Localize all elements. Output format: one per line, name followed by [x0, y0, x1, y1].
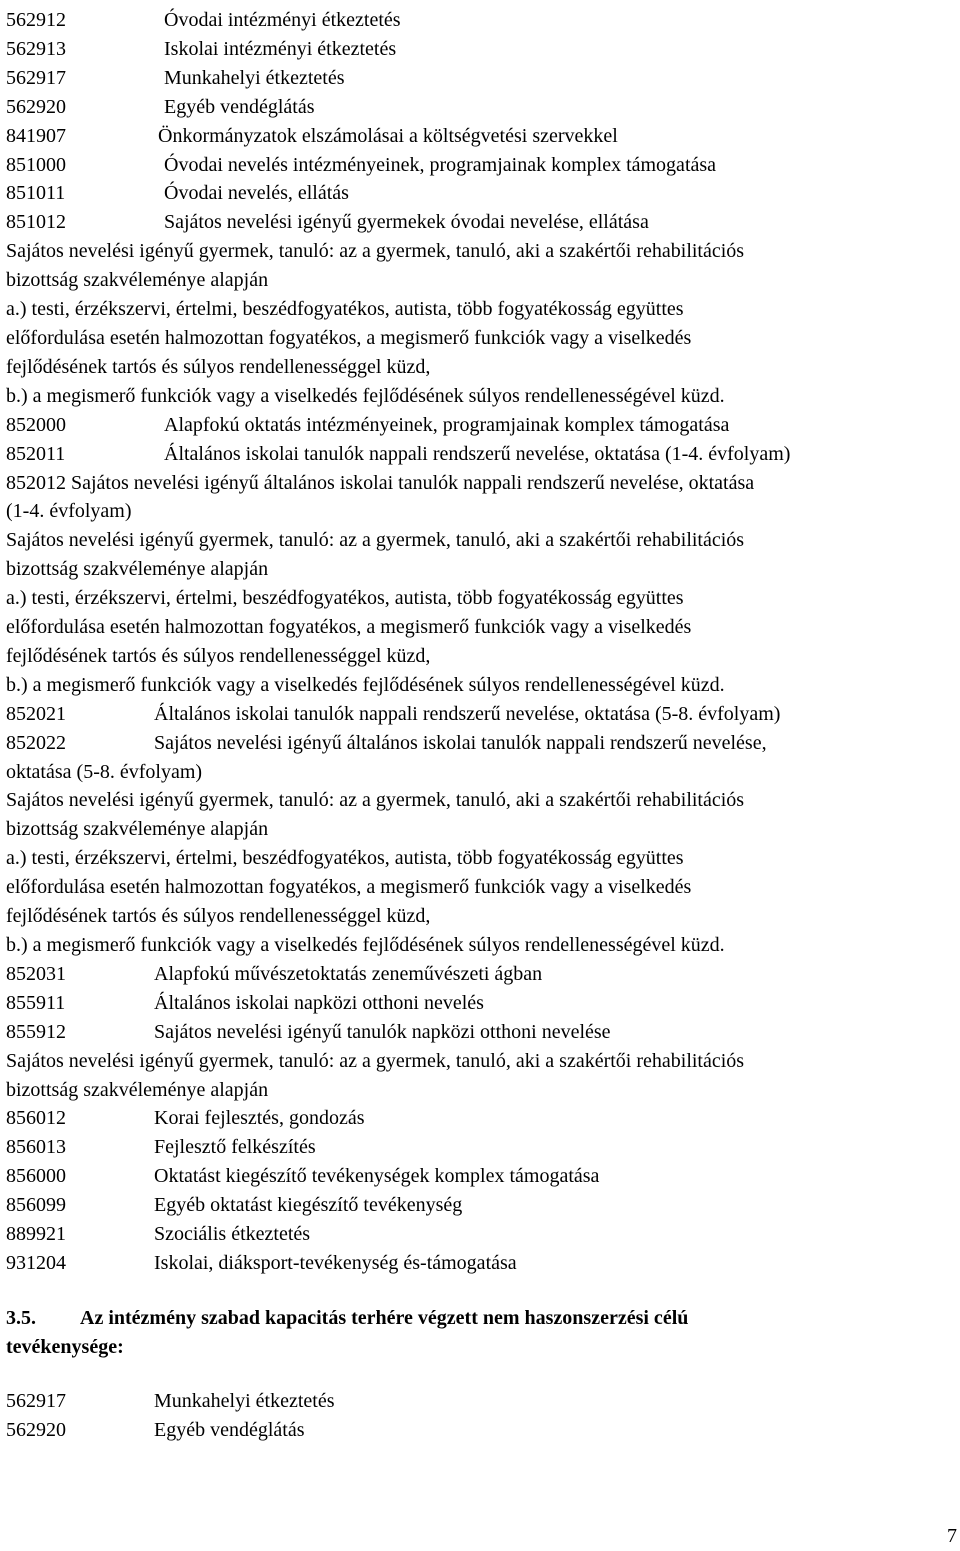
activity-description: Munkahelyi étkeztetés [154, 1389, 335, 1412]
list-item [6, 1162, 946, 1191]
clause-b: b.) a megismerő funkciók vagy a viselkedés fejlődésének súlyos rendellenességével küzd. [6, 384, 725, 407]
activity-code: 851000 [6, 153, 66, 176]
activity-code: 852022 [6, 731, 66, 754]
activity-description: Általános iskolai napközi otthoni nevelés [154, 991, 484, 1014]
activity-description: Alapfokú oktatás intézményeinek, programjainak komplex támogatása [164, 413, 730, 436]
activity-description: Sajátos nevelési igényű általános iskolai tanulók nappali rendszerű nevelése, [154, 731, 767, 754]
list-item [6, 93, 946, 122]
section-title-line-2: tevékenysége: [6, 1335, 124, 1358]
section-title: Az intézmény szabad kapacitás terhére végzett nem haszonszerzési célú [80, 1306, 689, 1329]
list-item [6, 411, 946, 440]
clause-a-line-3: fejlődésének tartós és súlyos rendellenességgel küzd, [6, 644, 431, 667]
activity-code: 852011 [6, 442, 66, 465]
spacer [6, 1362, 946, 1387]
list-item [6, 1416, 946, 1445]
activity-code: 931204 [6, 1251, 66, 1274]
activity-description: Fejlesztő felkészítés [154, 1136, 316, 1159]
clause-a-line-3: fejlődésének tartós és súlyos rendellenességgel küzd, [6, 905, 431, 928]
sni-definition-line-2: bizottság szakvéleménye alapján [6, 818, 269, 841]
activity-description: Alapfokú művészetoktatás zeneművészeti ágban [154, 962, 543, 985]
list-item [6, 151, 946, 180]
sni-definition-line-1: Sajátos nevelési igényű gyermek, tanuló: az a gyermek, tanuló, aki a szakértői rehabilitációs [6, 789, 745, 812]
clause-a-line-1: a.) testi, érzékszervi, értelmi, beszédfogyatékos, autista, több fogyatékosság együttes [6, 587, 684, 610]
activity-code: 852021 [6, 702, 66, 725]
activity-code: 851011 [6, 182, 66, 205]
activity-list-5 [6, 1104, 946, 1277]
activity-description: Egyéb vendéglátás [154, 1418, 305, 1441]
section-heading [6, 1304, 946, 1362]
sni-definition-line-2: bizottság szakvéleménye alapján [6, 558, 269, 581]
activity-code: 562912 [6, 9, 66, 31]
activity-list-6 [6, 1387, 946, 1445]
activity-description: Iskolai, diáksport-tevékenység és-támogatása [154, 1251, 517, 1274]
sni-definition-line-2: bizottság szakvéleménye alapján [6, 1078, 269, 1101]
sni-definition-line-1: Sajátos nevelési igényű gyermek, tanuló: az a gyermek, tanuló, aki a szakértői rehabilitációs [6, 240, 745, 263]
activity-code: 852031 [6, 962, 66, 985]
activity-description: Sajátos nevelési igényű tanulók napközi otthoni nevelése [154, 1020, 611, 1043]
activity-description: Egyéb oktatást kiegészítő tevékenység [154, 1194, 463, 1217]
list-item [6, 1104, 946, 1133]
clause-a-line-1: a.) testi, érzékszervi, értelmi, beszédfogyatékos, autista, több fogyatékosság együttes [6, 847, 684, 870]
activity-description: Önkormányzatok elszámolásai a költségvetési szervekkel [158, 124, 618, 147]
activity-description: Egyéb vendéglátás [164, 95, 315, 118]
activity-code: 856012 [6, 1107, 66, 1130]
activity-code: 852000 [6, 413, 66, 436]
list-item [6, 1018, 946, 1047]
section-number: 3.5. [6, 1306, 36, 1329]
activity-code: 855911 [6, 991, 66, 1014]
activity-description: Oktatást kiegészítő tevékenységek komplex támogatása [154, 1165, 600, 1188]
list-item [6, 64, 946, 93]
activity-code: 856013 [6, 1136, 66, 1159]
clause-a-line-2: előfordulása esetén halmozottan fogyatékos, a megismerő funkciók vagy a viselkedés [6, 876, 692, 899]
activity-code: 889921 [6, 1223, 66, 1246]
list-item [6, 122, 946, 151]
list-item [6, 1387, 946, 1416]
activity-code: 856099 [6, 1194, 66, 1217]
list-item [6, 35, 946, 64]
activity-description: Óvodai nevelés intézményeinek, programjainak komplex támogatása [164, 153, 717, 176]
activity-code: 562917 [6, 1389, 66, 1412]
activity-description: Óvodai intézményi étkeztetés [164, 9, 401, 31]
clause-a-line-1: a.) testi, érzékszervi, értelmi, beszédfogyatékos, autista, több fogyatékosság együttes [6, 298, 684, 321]
list-item [6, 700, 946, 729]
list-item [6, 1133, 946, 1162]
clause-a-line-2: előfordulása esetén halmozottan fogyatékos, a megismerő funkciók vagy a viselkedés [6, 326, 692, 349]
activity-description: Munkahelyi étkeztetés [164, 66, 345, 89]
activity-code: 851012 [6, 211, 66, 234]
activity-description: Általános iskolai tanulók nappali rendszerű nevelése, oktatása (5-8. évfolyam) [154, 702, 781, 725]
entry-852012-line-1: 852012 Sajátos nevelési igényű általános iskolai tanulók nappali rendszerű nevelése, oktatása [6, 471, 755, 494]
list-item [6, 989, 946, 1018]
activity-code: 562917 [6, 66, 66, 89]
activity-code: 562920 [6, 1418, 66, 1441]
list-item [6, 1220, 946, 1249]
list-item [6, 1249, 946, 1278]
clause-b: b.) a megismerő funkciók vagy a viselkedés fejlődésének súlyos rendellenességével küzd. [6, 934, 725, 956]
document-page [6, 6, 946, 1445]
sni-definition-line-1: Sajátos nevelési igényű gyermek, tanuló: az a gyermek, tanuló, aki a szakértői rehabilitációs [6, 529, 745, 552]
entry-852022-line-2: oktatása (5-8. évfolyam) [6, 760, 203, 783]
activity-description: Korai fejlesztés, gondozás [154, 1107, 365, 1130]
clause-b: b.) a megismerő funkciók vagy a viselkedés fejlődésének súlyos rendellenességével küzd. [6, 673, 725, 696]
list-item [6, 208, 946, 237]
list-item [6, 1191, 946, 1220]
activity-code: 855912 [6, 1020, 66, 1043]
list-item [6, 179, 946, 208]
list-item [6, 6, 946, 35]
activity-code: 562913 [6, 37, 66, 60]
activity-code: 856000 [6, 1165, 66, 1188]
list-item [6, 960, 946, 989]
clause-a-line-2: előfordulása esetén halmozottan fogyatékos, a megismerő funkciók vagy a viselkedés [6, 616, 692, 639]
clause-a-line-3: fejlődésének tartós és súlyos rendellenességgel küzd, [6, 355, 431, 378]
activity-list-1 [6, 6, 946, 237]
activity-code: 841907 [6, 124, 66, 147]
list-item [6, 729, 946, 758]
activity-description: Óvodai nevelés, ellátás [164, 182, 349, 205]
sni-definition-line-1: Sajátos nevelési igényű gyermek, tanuló: az a gyermek, tanuló, aki a szakértői rehabilitációs [6, 1049, 745, 1072]
activity-list-4 [6, 960, 946, 1047]
list-item [6, 440, 946, 469]
sni-definition-line-2: bizottság szakvéleménye alapján [6, 269, 269, 292]
entry-852012-line-2: (1-4. évfolyam) [6, 500, 132, 523]
activity-description: Iskolai intézményi étkeztetés [164, 37, 397, 60]
page-number: 7 [947, 1525, 957, 1547]
activity-description: Általános iskolai tanulók nappali rendszerű nevelése, oktatása (1-4. évfolyam) [164, 442, 791, 465]
activity-description: Szociális étkeztetés [154, 1223, 311, 1246]
activity-code: 562920 [6, 95, 66, 118]
activity-description: Sajátos nevelési igényű gyermekek óvodai nevelése, ellátása [164, 211, 649, 234]
